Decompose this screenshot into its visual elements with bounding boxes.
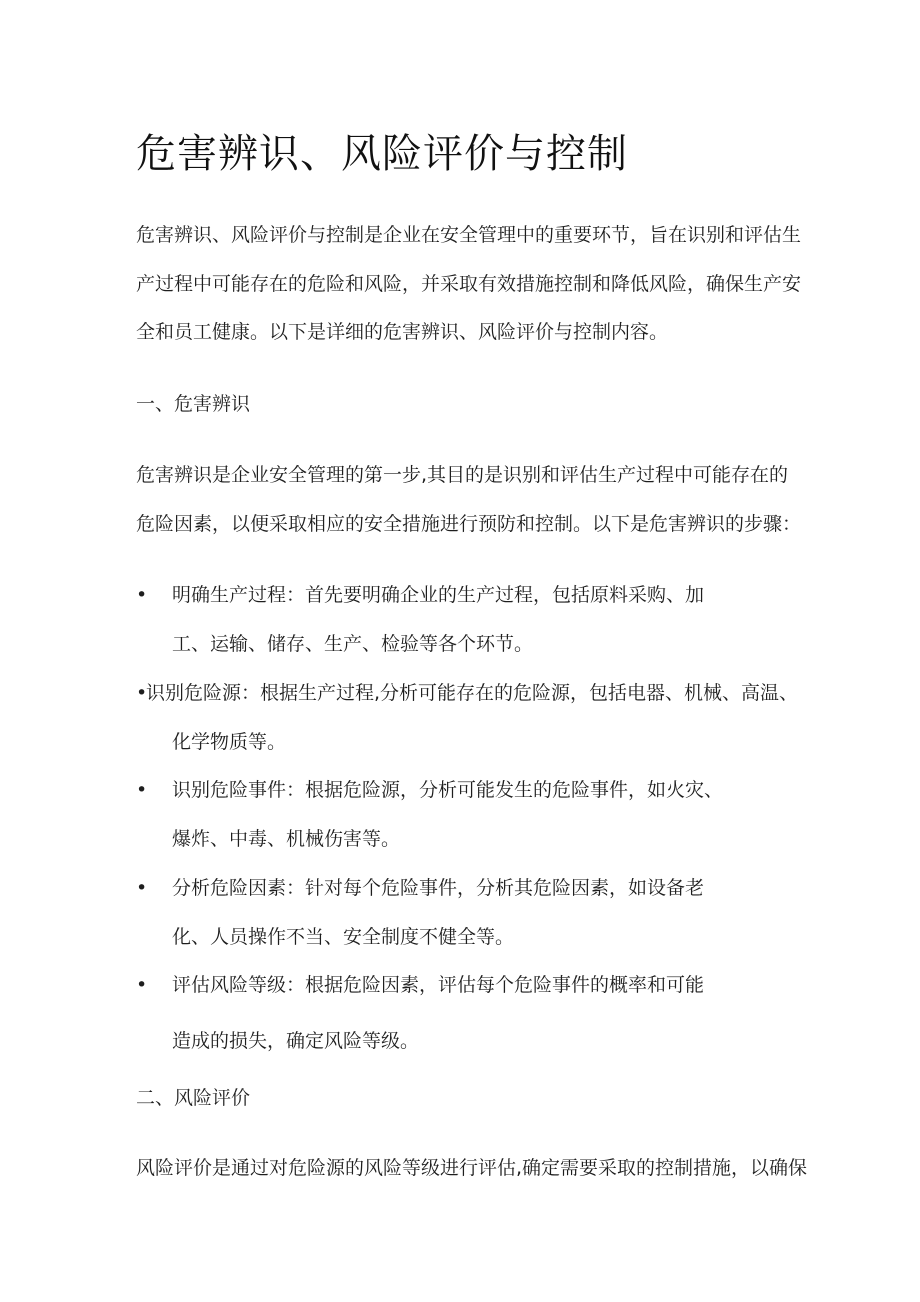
section-heading-hazard-identification: 一、危害辨识 [136,393,251,415]
bullet-icon: • [136,779,148,801]
intro-line-1: 危害辨识、风险评价与控制是企业在安全管理中的重要环节，旨在识别和评估生 [136,224,802,246]
list-item-2-line-1: 识别危险源：根据生产过程,分析可能存在的危险源，包括电器、机械、高温、 [146,682,799,704]
section1-para-line-2: 危险因素，以便采取相应的安全措施进行预防和控制。以下是危害辨识的步骤： [136,513,802,535]
list-item-3-line-1: 识别危险事件：根据危险源，分析可能发生的危险事件，如火灾、 [172,779,724,801]
bullet-icon: • [136,584,148,606]
section-heading-risk-evaluation: 二、风险评价 [136,1087,251,1109]
list-item-5-line-1: 评估风险等级：根据危险因素，评估每个危险事件的概率和可能 [172,974,705,996]
list-item-1-line-1: 明确生产过程：首先要明确企业的生产过程，包括原料采购、加 [172,584,705,606]
list-item-5-line-2: 造成的损失，确定风险等级。 [172,1030,420,1052]
document-title: 危害辨识、风险评价与控制 [136,131,628,177]
list-item-2-line-2: 化学物质等。 [172,731,287,753]
list-item-4-line-1: 分析危险因素：针对每个危险事件，分析其危险因素，如设备老 [172,877,705,899]
section1-para-line-1: 危害辨识是企业安全管理的第一步,其目的是识别和评估生产过程中可能存在的 [136,464,789,486]
bullet-icon: • [136,877,148,899]
list-item-4-line-2: 化、人员操作不当、安全制度不健全等。 [172,926,515,948]
list-item-1-line-2: 工、运输、储存、生产、检验等各个环节。 [172,633,534,655]
intro-line-2: 产过程中可能存在的危险和风险，并采取有效措施控制和降低风险，确保生产安 [136,273,802,295]
section2-para-line-1: 风险评价是通过对危险源的风险等级进行评估,确定需要采取的控制措施，以确保 [136,1157,808,1179]
bullet-icon: • [136,682,148,704]
bullet-icon: • [136,974,148,996]
intro-line-3: 全和员工健康。以下是详细的危害辨识、风险评价与控制内容。 [136,321,669,343]
list-item-3-line-2: 爆炸、中毒、机械伤害等。 [172,828,401,850]
